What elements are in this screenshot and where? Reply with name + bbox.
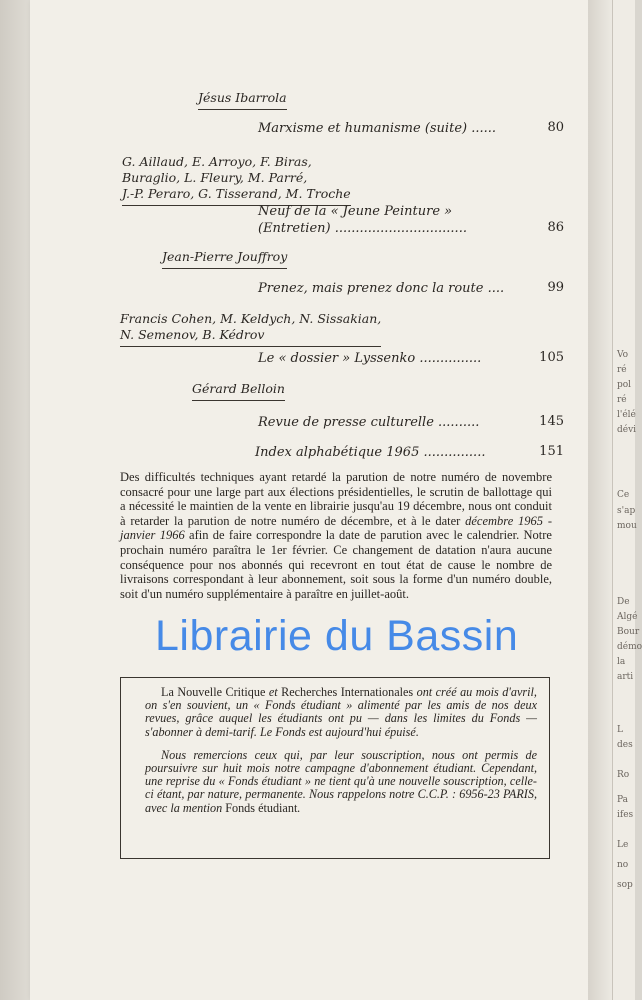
facing-page-text: dévi xyxy=(617,425,637,435)
facing-page-text: ré xyxy=(617,365,627,375)
facing-page-text: arti xyxy=(617,672,634,682)
toc-page-number: 151 xyxy=(539,444,564,459)
notice-date-italic: décembre 1965 - janvier 1966 xyxy=(120,513,552,543)
author-line: Buraglio, L. Fleury, M. Parré, xyxy=(122,170,308,185)
author-line: Jésus Ibarrola xyxy=(198,90,287,105)
toc-authors xyxy=(192,381,285,401)
toc-title-line: Revue de presse culturelle .......... xyxy=(258,415,480,430)
facing-page-text: pol xyxy=(617,380,632,390)
toc-page-number: 86 xyxy=(547,220,564,235)
toc-authors xyxy=(120,311,381,347)
facing-page-text: ré xyxy=(617,395,627,405)
toc-title-line: Index alphabétique 1965 ............... xyxy=(255,445,486,460)
toc-page-number: 145 xyxy=(539,414,564,429)
facing-page-text: Algé xyxy=(617,612,638,622)
toc-title-line: Neuf de la « Jeune Peinture » xyxy=(258,204,453,219)
fund-text-2: Nous remercions ceux qui, par leur souscription, nous ont permis de poursuivre sur huit mois notre campagne d'abonnement étudiant. Cependant, une reprise du « Fonds étudiant » ne tient qu'à une nouvelle souscription, celle-ci étant, par nature, permanente. Nous rappelons notre C.C.P. : 6956-23 PARIS, avec la mention xyxy=(145,747,537,815)
page-gutter-shadow xyxy=(588,0,612,1000)
toc-authors xyxy=(122,154,351,206)
toc-entry-title xyxy=(258,350,481,367)
facing-page-text: Bour xyxy=(617,627,640,637)
facing-page-text: des xyxy=(617,740,633,750)
facing-page-text: Le xyxy=(617,840,629,850)
facing-page-text: sop xyxy=(617,880,633,890)
toc-entry-title xyxy=(258,280,504,297)
fund-conj: et xyxy=(265,685,282,699)
fund-paragraph-1 xyxy=(145,686,537,739)
fund-mention: Fonds étudiant xyxy=(225,800,298,815)
toc-entry-title xyxy=(258,414,479,431)
facing-page-text: l'élé xyxy=(617,410,636,420)
watermark-text: Librairie du Bassin xyxy=(155,612,519,660)
toc-title-line: Prenez, mais prenez donc la route .... xyxy=(258,281,505,296)
toc-authors xyxy=(198,90,287,110)
toc-authors xyxy=(162,249,287,269)
facing-page-text: no xyxy=(617,860,629,870)
facing-page-text: Ro xyxy=(617,770,630,780)
facing-page-text: s'ap xyxy=(617,506,636,516)
fund-text-3: . xyxy=(297,800,301,815)
notice-text-1: Des difficultés techniques ayant retardé la parution de notre numéro de novembre consacré pour une large part aux élections présidentielles, le scrutin de ballottage qui a nécessité le maintien de la vente en librairie jusqu'au 19 décembre, nous ont conduit à retarder la parution de notre numéro de décembre, et à le dater xyxy=(120,470,552,528)
facing-page-text: mou xyxy=(617,521,637,531)
facing-page-text: L xyxy=(617,725,623,735)
publication-notice xyxy=(120,470,552,601)
facing-page-text: ifes xyxy=(617,810,634,820)
facing-page-text: De xyxy=(617,597,630,607)
facing-page-text: démo xyxy=(617,642,642,652)
author-line: Gérard Belloin xyxy=(192,381,285,396)
toc-entry-title xyxy=(255,444,485,461)
fund-paragraph-2 xyxy=(145,749,537,815)
author-line: N. Semenov, B. Kédrov xyxy=(120,327,265,342)
toc-title-line: Le « dossier » Lyssenko ............... xyxy=(258,351,482,366)
journal-name-2: Recherches Internationales xyxy=(281,685,414,699)
journal-name-1: La Nouvelle Critique xyxy=(161,685,266,699)
facing-page-fragment xyxy=(612,0,642,1000)
author-line: J.-P. Peraro, G. Tisserand, M. Troche xyxy=(122,186,351,201)
toc-page-number: 99 xyxy=(547,280,564,295)
toc-page-number: 105 xyxy=(539,350,564,365)
fund-text-1: ont créé au mois d'avril, on s'en souvient, un « Fonds étudiant » alimenté par les amis de nos deux revues, grâce auquel les étudiants ont pu — dans les limites du Fonds — s'abonner à demi-tarif. Le Fonds est aujourd'hui épuisé. xyxy=(145,685,537,739)
facing-page-text: Ce xyxy=(617,490,630,500)
notice-text-2: afin de faire correspondre la date de parution avec le calendrier. Notre prochain numéro paraîtra le 1er février. Ce changement de datation n'aura aucune conséquence pour nos abonnés qui recevront en tout état de cause le nombre de livraisons correspondant à leur abonnement, soit sous la forme d'un numéro double, soit d'un numéro supplémentaire à paraître en juillet-août. xyxy=(120,528,552,601)
author-line: G. Aillaud, E. Arroyo, F. Biras, xyxy=(122,154,312,169)
toc-title-line: Marxisme et humanisme (suite) ...... xyxy=(258,121,497,136)
toc-entry-title xyxy=(258,203,467,237)
facing-page-text: Pa xyxy=(617,795,629,805)
author-line: Jean-Pierre Jouffroy xyxy=(162,249,288,264)
toc-entry-title xyxy=(258,120,496,137)
toc-page-number: 80 xyxy=(547,120,564,135)
author-line: Francis Cohen, M. Keldych, N. Sissakian, xyxy=(120,311,382,326)
toc-title-line: (Entretien) ................................ xyxy=(258,221,467,236)
facing-page-text: la xyxy=(617,657,626,667)
fonds-etudiant-box xyxy=(120,677,550,859)
facing-page-text: Vo xyxy=(617,350,629,360)
